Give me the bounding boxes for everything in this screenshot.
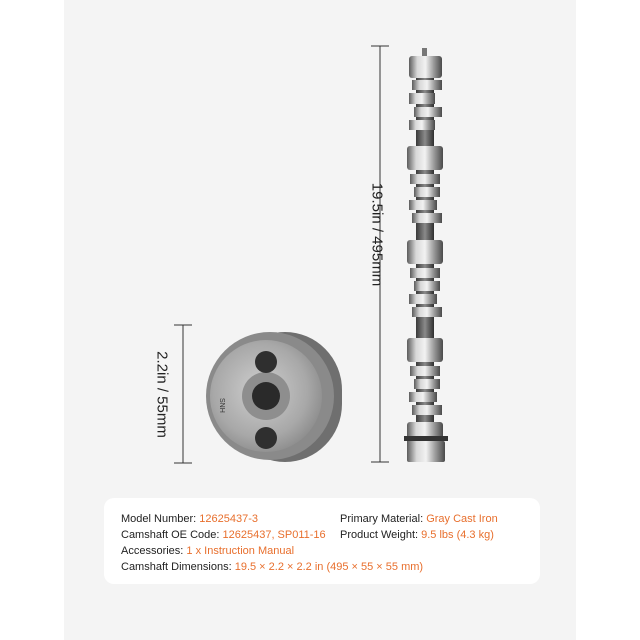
spec-material: Primary Material: Gray Cast Iron <box>340 513 498 525</box>
journal <box>407 338 443 362</box>
spec-oe-code: Camshaft OE Code: 12625437, SP011-16 <box>121 529 326 541</box>
spec-weight: Product Weight: 9.5 lbs (4.3 kg) <box>340 529 494 541</box>
center-bore <box>252 382 280 410</box>
bolt-hole <box>255 351 277 373</box>
spec-accessories: Accessories: 1 x Instruction Manual <box>121 545 295 557</box>
length-dimension-label: 19.5in / 495mm <box>368 182 386 287</box>
journal <box>407 240 443 264</box>
diameter-dimension-label: 2.2in / 55mm <box>153 351 171 438</box>
bolt-hole <box>255 427 277 449</box>
spec-model-number: Model Number: 12625437-3 <box>121 513 258 525</box>
journal <box>407 146 443 170</box>
camshaft <box>404 48 448 462</box>
specifications-card <box>104 498 540 584</box>
gear-marking: SNH <box>218 398 225 413</box>
spec-dimensions: Camshaft Dimensions: 19.5 × 2.2 × 2.2 in (495 × 55 × 55 mm) <box>121 561 424 573</box>
camshaft-end-view <box>206 332 342 462</box>
journal <box>409 56 442 78</box>
diameter-dimension-line <box>174 325 192 463</box>
